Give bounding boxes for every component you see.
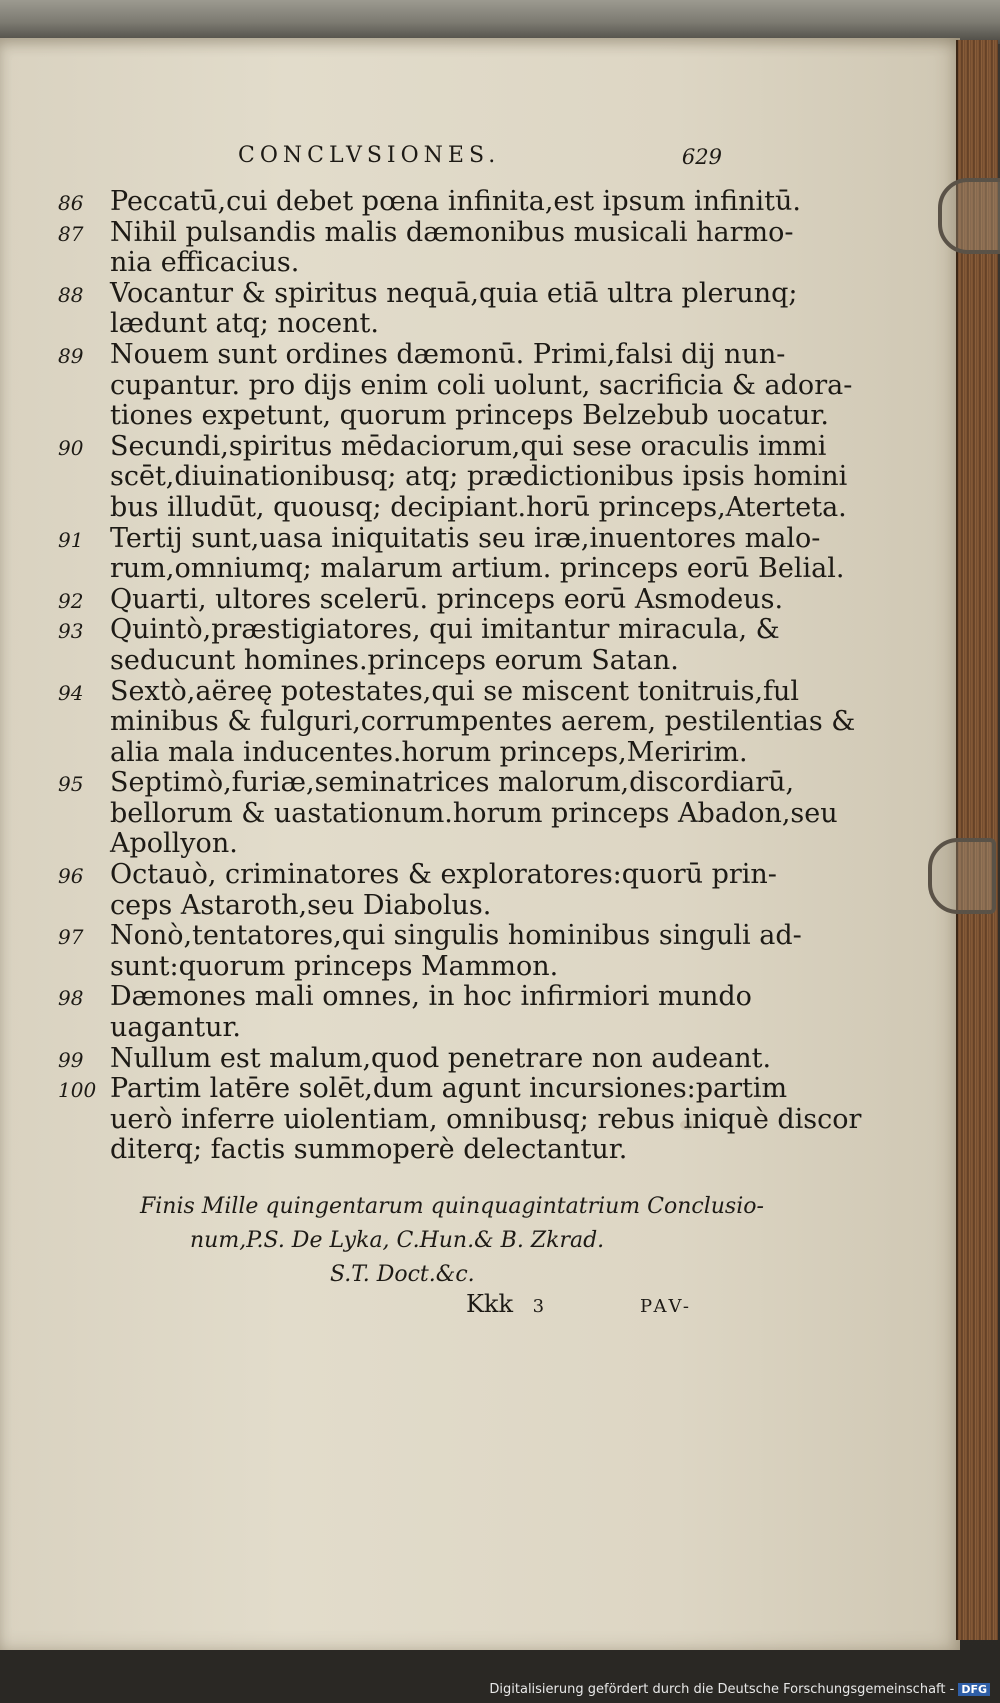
line-text: scēt,diuinationibusq; atq; prædictionibus ipsis homini [110,461,848,493]
conclusion-lines [58,186,862,1166]
line-text: diterq; factis summoperè delectantur. [110,1134,628,1166]
text-line [58,614,780,646]
text-line [58,675,800,708]
conclusion-number: 89 [58,343,84,368]
text-line [58,461,848,493]
dfg-logo: DFG [958,1683,990,1696]
text-line [58,277,798,310]
line-text: bus illudūt, quousq; decipiant.horū princeps,Aterteta. [110,491,847,523]
text-line [58,736,748,769]
line-text: Sextò,aëreę potestates,qui se miscent tonitruis,ful [110,675,800,707]
credit-text: Digitalisierung gefördert durch die Deutsche Forschungsgemeinschaft - [489,1682,955,1697]
text-line [58,216,794,249]
text-line [58,829,718,860]
page-number: 629 [681,145,722,169]
line-text: alia mala inducentes.horum princeps,Meririm. [110,736,748,768]
text-line [58,767,795,799]
conclusion-number: 86 [58,191,84,215]
conclusion-number: 92 [58,588,84,613]
clasp-top [938,178,1000,254]
line-text: seducunt homines.princeps eorum Satan. [110,644,679,676]
line-text: Nihil pulsandis malis dæmonibus musicali harmo- [110,216,794,248]
line-text: lædunt atq; nocent. [110,308,379,340]
conclusion-number: 88 [58,282,84,307]
line-text: ceps Astaroth,seu Diabolus. [110,889,492,921]
text-line [58,891,718,922]
running-head: CONCLVSIONES. [238,143,501,168]
conclusion-number: 93 [58,619,84,644]
line-text: Octauò, criminatores & exploratores:quorū prin- [110,859,777,891]
line-text: Quarti, ultores scelerū. princeps eorū Asmodeus. [110,583,784,615]
text-line [58,400,829,432]
text-line [58,338,786,371]
line-text: Quintò,præstigiatores, qui imitantur miracula, & [110,614,780,646]
catchword: PAV- [640,1296,692,1317]
line-text: bellorum & uastationum.horum princeps Abadon,seu [110,797,838,829]
text-line [58,1135,718,1166]
text-line [58,859,777,891]
text-line [58,430,827,463]
text-line [58,1042,772,1075]
line-text: nia efficacius. [110,247,300,279]
line-text: minibus & fulguri,corrumpentes aerem, pestilentias & [110,706,856,738]
signature-mark [466,1290,544,1318]
text-line [58,583,784,616]
digitization-credit [489,1682,990,1697]
conclusion-number: 97 [58,925,84,950]
colophon-line-3: S.T. Doct.&c. [330,1262,475,1287]
text-line [58,1013,718,1044]
line-text: Tertij sunt,uasa iniquitatis seu iræ,inuentores malo- [110,522,821,554]
line-text: Nullum est malum,quod penetrare non audeant. [110,1042,772,1074]
line-text: Peccatū,cui debet pœna infinita,est ipsum infinitū. [110,186,801,217]
text-line [58,1073,788,1105]
text-line [58,186,801,218]
colophon-line-1: Finis Mille quingentarum quinquagintatrium Conclusio- [140,1194,764,1219]
conclusion-number: 90 [58,435,84,460]
conclusion-number: 96 [58,864,84,889]
conclusion-number: 95 [58,772,84,797]
line-text: Nouem sunt ordines dæmonū. Primi,falsi dij nun- [110,338,786,370]
conclusion-number: 98 [58,986,84,1011]
line-text: Secundi,spiritus mēdaciorum,qui sese oraculis immi [110,430,827,462]
conclusion-number: 100 [58,1078,97,1103]
colophon-line-2: num,P.S. De Lyka, C.Hun.& B. Zkrad. [190,1228,605,1253]
text-line [58,646,718,677]
text-line [58,248,718,279]
text-line [58,706,856,738]
text-line [58,797,838,830]
conclusion-number: 91 [58,527,84,552]
colophon [140,1190,764,1292]
conclusion-number: 99 [58,1047,84,1072]
line-text: uagantur. [110,1012,242,1044]
signature-number: 3 [532,1296,545,1317]
line-text: Partim latēre solēt,dum agunt incursiones:partim [110,1073,788,1105]
text-line [58,952,718,983]
conclusion-number: 87 [58,221,84,246]
text-line [58,491,847,524]
line-text: sunt:quorum princeps Mammon. [110,950,559,982]
text-line [58,981,752,1013]
clasp-bottom [928,838,996,914]
text-line [58,553,845,585]
signature-letters: Kkk [466,1290,514,1318]
line-text: Nonò,tentatores,qui singulis hominibus singuli ad- [110,920,802,952]
text-line [58,1103,862,1136]
line-text: Dæmones mali omnes, in hoc infirmiori mundo [110,981,752,1013]
text-line [58,369,853,402]
line-text: tiones expetunt, quorum princeps Belzebub uocatur. [110,400,829,432]
line-text: cupantur. pro dijs enim coli uolunt, sacrificia & adora- [110,369,853,401]
text-line [58,920,802,952]
page-text [58,143,862,1166]
line-text: uerò inferre uiolentiam, omnibusq; rebus iniquè discor [110,1103,862,1135]
text-line [58,309,718,340]
conclusion-number: 94 [58,680,84,705]
text-line [58,522,821,555]
line-text: Apollyon. [110,828,238,860]
page-header [58,143,722,187]
line-text: Vocantur & spiritus nequā,quia etiā ultra plerunq; [110,277,798,309]
line-text: rum,omniumq; malarum artium. princeps eorū Belial. [110,553,845,585]
line-text: Septimò,furiæ,seminatrices malorum,discordiarū, [110,767,795,799]
